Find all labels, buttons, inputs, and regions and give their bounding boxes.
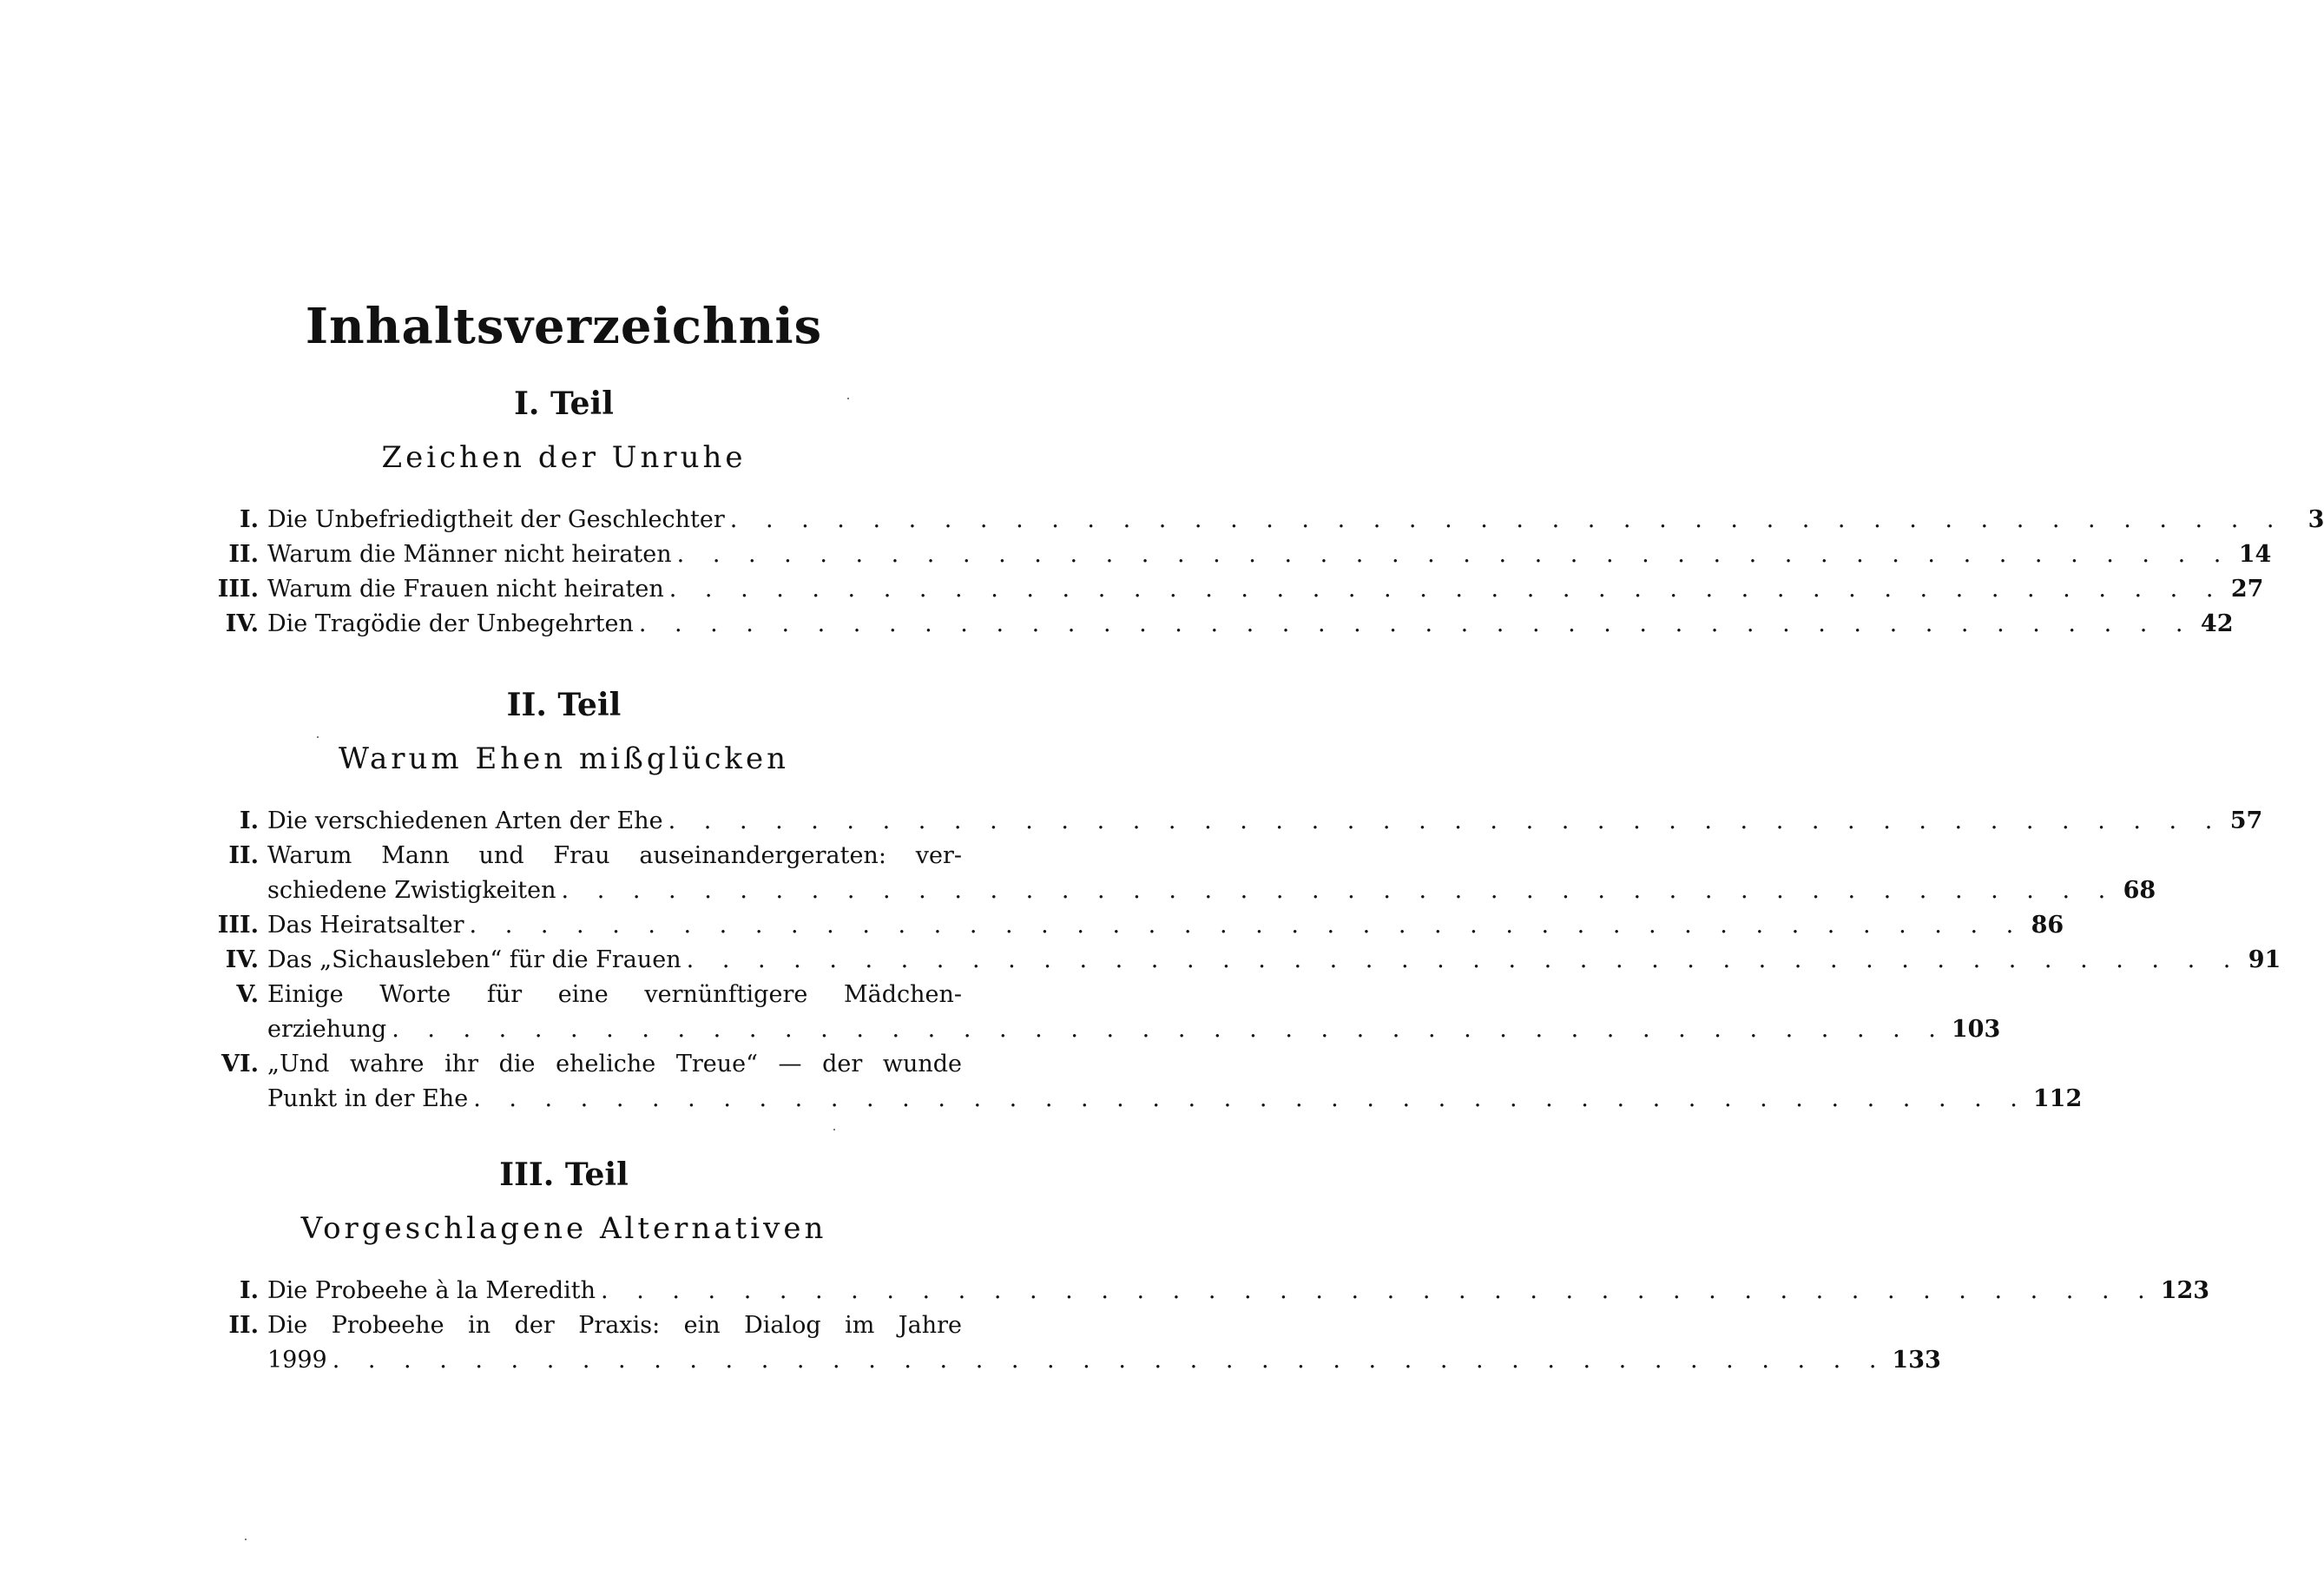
entry-title-line: Die Unbefriedigtheit der Geschlechter — [267, 506, 725, 533]
toc-entry-list — [0, 503, 2324, 642]
page-number: 57 — [2229, 807, 2263, 834]
page-number: 86 — [2031, 912, 2064, 939]
entry-title-line: Punkt in der Ehe — [267, 1085, 469, 1112]
page-number: 3 — [2308, 506, 2324, 533]
chapter-numeral: II. — [228, 842, 259, 869]
dot-leader: . . . . . . . . . . . . . . . . . . . . . . . . . . . . . . . . . . . . . . . . . . . . — [676, 541, 2232, 568]
page-number: 91 — [2248, 946, 2281, 973]
chapter-numeral: I. — [239, 1277, 259, 1304]
dot-leader: . . . . . . . . . . . . . . . . . . . . . . . . . . . . . . . . . . . . . . . . . . . . — [473, 1085, 2028, 1112]
entry-title-line: Warum die Frauen nicht heiraten — [267, 576, 664, 603]
page-number: 42 — [2200, 610, 2234, 637]
toc-entry — [0, 537, 2272, 572]
page-number: 133 — [1892, 1347, 1941, 1374]
entry-title-line: Warum die Männer nicht heiraten — [267, 541, 672, 568]
entry-title-line: Einige Worte für eine vernünftigere Mädchen- — [267, 981, 962, 1008]
entry-last-line — [267, 1012, 2001, 1047]
entry-title-line: Das „Sichausleben“ für die Frauen — [267, 946, 681, 973]
entry-title-line: Das Heiratsalter — [267, 912, 464, 939]
dot-leader: . . . . . . . . . . . . . . . . . . . . . . . . . . . . . . . . . . . . . . . . . . . . — [469, 912, 2024, 939]
entry-title-line: Warum Mann und Frau auseinandergeraten: ver- — [267, 842, 962, 869]
page-number: 14 — [2238, 541, 2272, 568]
chapter-numeral: II. — [228, 541, 259, 568]
entry-last-line — [267, 908, 2064, 943]
entry-last-line — [267, 1082, 2083, 1117]
chapter-numeral: IV. — [225, 610, 259, 637]
entry-last-line — [267, 607, 2234, 642]
entry-title-line: 1999 — [267, 1347, 327, 1374]
toc-entry-list — [0, 1274, 2210, 1378]
entry-last-line — [267, 572, 2264, 607]
chapter-numeral: I. — [239, 807, 259, 834]
toc-entry — [0, 908, 2064, 943]
entry-title-line: Die Tragödie der Unbegehrten — [267, 610, 634, 637]
chapter-numeral: III. — [217, 912, 259, 939]
toc-entry — [0, 1308, 1941, 1378]
part-heading: I. Teil — [514, 386, 614, 422]
entry-title-line: Die Probeehe in der Praxis: ein Dialog im Jahre — [267, 1312, 962, 1339]
toc-entry — [0, 839, 2156, 908]
page-number: 123 — [2160, 1277, 2210, 1304]
toc-entry — [0, 572, 2264, 607]
page-number: 27 — [2230, 576, 2264, 603]
toc-entry — [0, 1047, 2083, 1117]
entry-title-line: erziehung — [267, 1016, 387, 1043]
scan-speck — [833, 1129, 835, 1130]
toc-entry — [0, 943, 2281, 978]
part-subtitle: Zeichen der Unruhe — [381, 440, 747, 475]
chapter-numeral: V. — [236, 981, 259, 1008]
dot-leader: . . . . . . . . . . . . . . . . . . . . . . . . . . . . . . . . . . . . . . . . . . . . — [638, 610, 2194, 637]
entry-last-line — [267, 1274, 2210, 1308]
dot-leader: . . . . . . . . . . . . . . . . . . . . . . . . . . . . . . . . . . . . . . . . . . . . — [601, 1277, 2156, 1304]
toc-entry — [0, 1274, 2210, 1308]
entry-title-line: schiedene Zwistigkeiten — [267, 877, 556, 904]
dot-leader: . . . . . . . . . . . . . . . . . . . . . . . . . . . . . . . . . . . . . . . . . . . . — [561, 877, 2117, 904]
dot-leader: . . . . . . . . . . . . . . . . . . . . . . . . . . . . . . . . . . . . . . . . . . . . — [668, 807, 2223, 834]
entry-last-line — [267, 1343, 1941, 1378]
chapter-numeral: III. — [217, 576, 259, 603]
dot-leader: . . . . . . . . . . . . . . . . . . . . . . . . . . . . . . . . . . . . . . . . . . . . — [392, 1016, 1946, 1043]
part-heading: III. Teil — [499, 1157, 629, 1193]
chapter-numeral: I. — [239, 506, 259, 533]
chapter-numeral: VI. — [221, 1051, 259, 1077]
toc-entry — [0, 804, 2263, 839]
scan-speck — [847, 398, 849, 399]
scan-speck — [317, 736, 319, 738]
page-number: 103 — [1951, 1016, 2001, 1043]
dot-leader: . . . . . . . . . . . . . . . . . . . . . . . . . . . . . . . . . . . . . . . . . . . . — [668, 576, 2224, 603]
entry-last-line — [267, 503, 2324, 537]
part-subtitle: Vorgeschlagene Alternativen — [300, 1211, 827, 1246]
part-subtitle: Warum Ehen mißglücken — [338, 741, 790, 776]
toc-entry — [0, 503, 2324, 537]
chapter-numeral: II. — [228, 1312, 259, 1339]
entry-last-line — [267, 943, 2281, 978]
toc-entry-list — [0, 804, 2281, 1117]
entry-last-line — [267, 873, 2156, 908]
scan-speck — [245, 1539, 247, 1540]
entry-title-line: Die Probeehe à la Meredith — [267, 1277, 596, 1304]
entry-last-line — [267, 804, 2263, 839]
dot-leader: . . . . . . . . . . . . . . . . . . . . . . . . . . . . . . . . . . . . . . . . . . . . — [686, 946, 2242, 973]
part-heading: II. Teil — [506, 687, 622, 723]
page-title: Inhaltsverzeichnis — [305, 298, 823, 355]
chapter-numeral: IV. — [225, 946, 259, 973]
entry-title-line: Die verschiedenen Arten der Ehe — [267, 807, 663, 834]
dot-leader: . . . . . . . . . . . . . . . . . . . . . . . . . . . . . . . . . . . . . . . . . . . . — [332, 1347, 1887, 1374]
entry-last-line — [267, 537, 2272, 572]
page-number: 68 — [2123, 877, 2156, 904]
entry-title-line: „Und wahre ihr die eheliche Treue“ — der wunde — [267, 1051, 962, 1077]
toc-entry — [0, 978, 2001, 1047]
toc-entry — [0, 607, 2234, 642]
dot-leader: . . . . . . . . . . . . . . . . . . . . . . . . . . . . . . . . . . . . . . . . . . . . — [729, 506, 2285, 533]
page-number: 112 — [2032, 1085, 2083, 1112]
